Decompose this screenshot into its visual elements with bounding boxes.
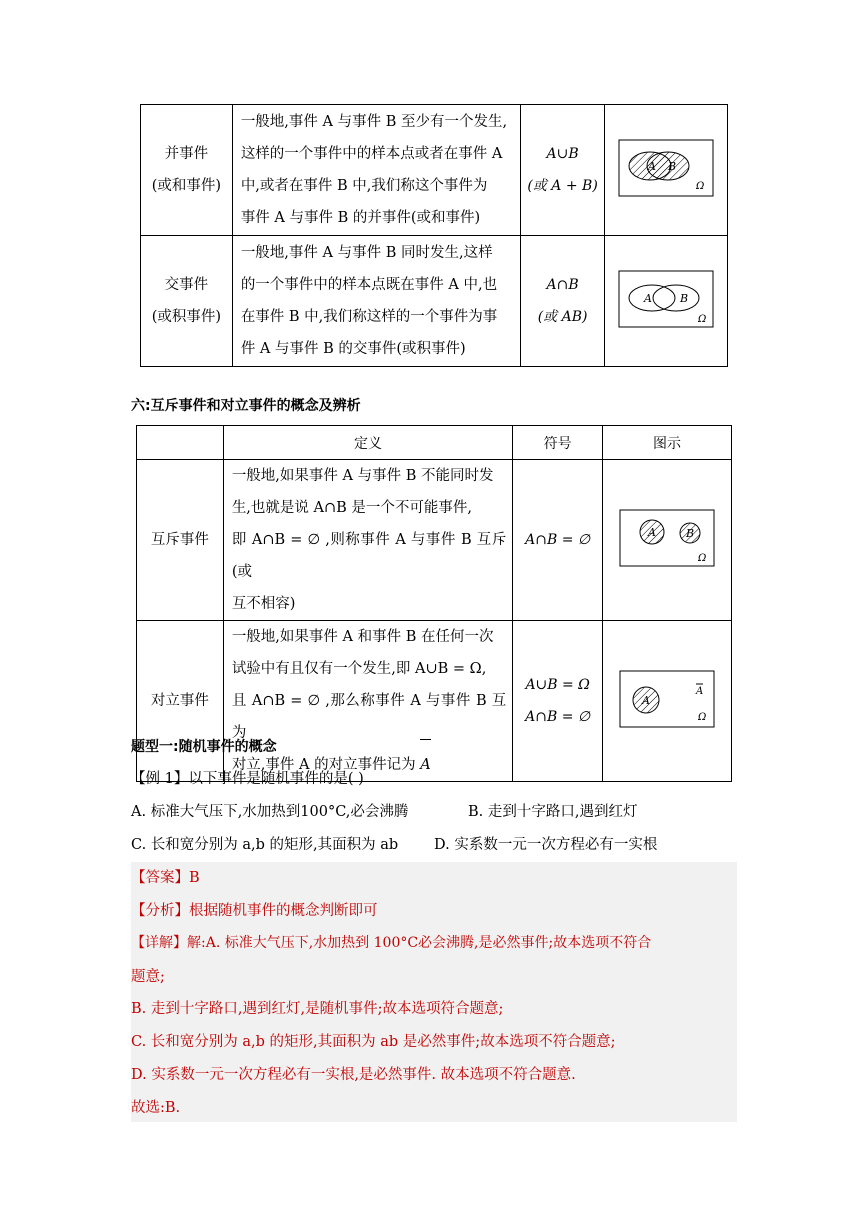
symbol-cell: A∪B (或 A + B) — [521, 105, 605, 236]
example-question: 【例 1】以下事件是随机事件的是( ) — [131, 771, 364, 787]
detail-line: C. 长和宽分别为 a,b 的矩形,其面积为 ab 是必然事件;故本选项不符合题意; — [131, 1034, 616, 1050]
definition-cell: 一般地,事件 A 与事件 B 同时发生,这样 的一个事件中的样本点既在事件 A 中,也 在事件 B 中,我们称这样的一个事件为事 件 A 与事件 B 的交事件(或积事件) — [232, 236, 520, 367]
table-row — [137, 460, 732, 621]
a-bar-notation: A — [420, 749, 430, 781]
svg-text:B: B — [668, 160, 677, 173]
figure-cell — [605, 105, 728, 236]
svg-text:A: A — [696, 686, 704, 697]
mutually-exclusive-venn-diagram — [619, 509, 715, 567]
event-name-cell: 交事件 (或积事件) — [141, 236, 233, 367]
symbol-cell: A∩B (或 AB) — [521, 236, 605, 367]
svg-text:Ω: Ω — [696, 181, 705, 192]
intersection-venn-diagram — [618, 270, 714, 328]
svg-text:A: A — [648, 526, 656, 539]
answer-line: 【答案】B — [131, 870, 200, 886]
complementary-venn-diagram — [619, 670, 715, 728]
events-table-2 — [136, 425, 732, 782]
svg-text:A: A — [642, 694, 650, 707]
event-name-cell: 互斥事件 — [137, 460, 224, 621]
events-table-1 — [140, 104, 728, 367]
detail-line: D. 实系数一元一次方程必有一实根,是必然事件. 故本选项不符合题意. — [131, 1067, 576, 1083]
detail-line: 故选:B. — [131, 1100, 181, 1116]
header-cell-empty — [137, 426, 224, 460]
definition-cell: 一般地,事件 A 与事件 B 至少有一个发生, 这样的一个事件中的样本点或者在事件 A 中,或者在事件 B 中,我们称这个事件为 事件 A 与事件 B 的并事件(或和事件) — [232, 105, 520, 236]
figure-cell — [605, 236, 728, 367]
definition-cell: 一般地,如果事件 A 与事件 B 不能同时发 生,也就是说 A∩B 是一个不可能事件, 即 A∩B = ∅ ,则称事件 A 与事件 B 互斥(或 互不相容) — [223, 460, 512, 621]
definition-cell: 一般地,如果事件 A 和事件 B 在任何一次 试验中有且仅有一个发生,即 A∪B = Ω, 且 A∩B = ∅ ,那么称事件 A 与事件 B 互为 对立,事件 A 的对立事件记为 A — [223, 621, 512, 782]
symbol-cell: A∩B = ∅ — [513, 460, 603, 621]
table-header-row — [137, 426, 732, 460]
option-a: A. 标准大气压下,水加热到100°C,必会沸腾 — [131, 804, 409, 820]
section-title: 六:互斥事件和对立事件的概念及辨析 — [131, 398, 361, 414]
figure-cell — [603, 621, 732, 782]
table-row — [141, 236, 728, 367]
svg-text:Ω: Ω — [698, 553, 707, 564]
header-cell-symbol: 符号 — [513, 426, 603, 460]
table-row — [141, 105, 728, 236]
figure-cell — [603, 460, 732, 621]
svg-text:B: B — [680, 292, 689, 305]
event-name-cell: 对立事件 — [137, 621, 224, 782]
table-row — [137, 621, 732, 782]
analysis-line: 【分析】根据随机事件的概念判断即可 — [131, 903, 378, 919]
svg-text:Ω: Ω — [698, 712, 707, 723]
header-cell-definition: 定义 — [223, 426, 512, 460]
symbol-cell: A∪B = Ω A∩B = ∅ — [513, 621, 603, 782]
svg-text:A: A — [644, 292, 652, 305]
union-venn-diagram — [618, 139, 714, 197]
svg-text:B: B — [686, 527, 695, 540]
detail-line: 题意; — [131, 969, 165, 985]
header-cell-figure: 图示 — [603, 426, 732, 460]
option-b: B. 走到十字路口,遇到红灯 — [468, 804, 638, 820]
option-d: D. 实系数一元一次方程必有一实根 — [434, 837, 658, 853]
detail-line: 【详解】解:A. 标准大气压下,水加热到 100°C必会沸腾,是必然事件;故本选项不符合 — [131, 935, 652, 951]
event-name-cell: 并事件 (或和事件) — [141, 105, 233, 236]
detail-line: B. 走到十字路口,遇到红灯,是随机事件;故本选项符合题意; — [131, 1001, 504, 1017]
question-type-title: 题型一:随机事件的概念 — [131, 739, 277, 755]
option-c: C. 长和宽分别为 a,b 的矩形,其面积为 ab — [131, 837, 399, 853]
svg-text:Ω: Ω — [698, 314, 707, 325]
svg-text:A: A — [648, 160, 656, 173]
